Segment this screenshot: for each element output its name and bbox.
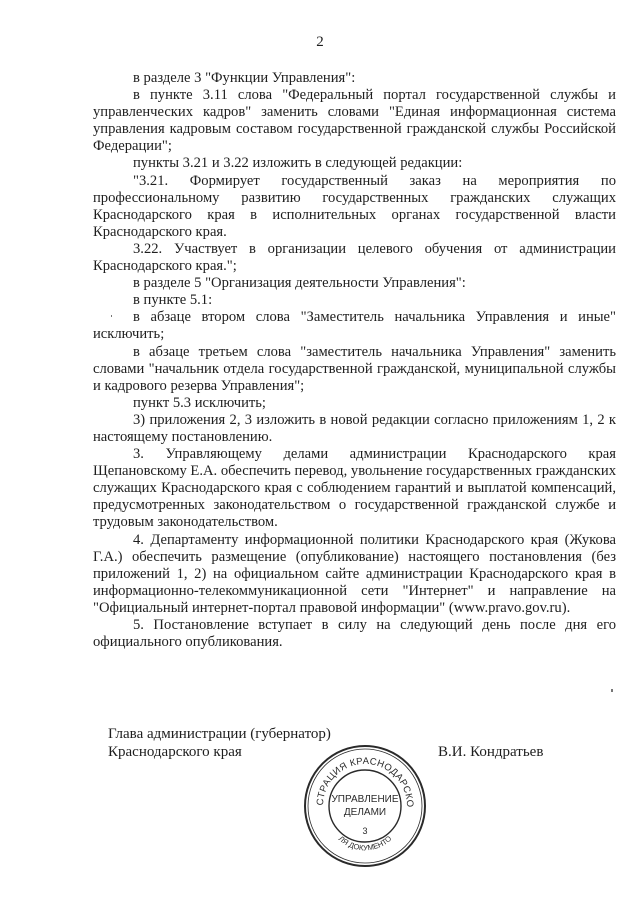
stamp-bottom-text: ЛЯ ДОКУМЕНТО (336, 833, 394, 853)
paragraph: 4. Департаменту информационной политики Краснодарского края (Жукова Г.А.) обеспечить размещение (опубликование) настоящего постановления (без приложений 1, 2) на официальном сайте администрации Краснодарского края в информационно-телекоммуникационной сети "Интернет" и направление на "Официальный интернет-портал правовой информации" (www.pravo.gov.ru). (93, 531, 616, 616)
paragraph: пункты 3.21 и 3.22 изложить в следующей редакции: (133, 155, 463, 172)
scan-speck (111, 315, 112, 317)
document-body (93, 70, 616, 651)
stamp-center-line: УПРАВЛЕНИЕ (331, 794, 399, 805)
paragraph: 3.22. Участвует в организации целевого обучения от администрации Краснодарского края."; (93, 240, 616, 275)
signatory-title-line: Глава администрации (губернатор) (108, 726, 331, 742)
paragraph: в пункте 3.11 слова "Федеральный портал государственной службы и управленческих кадров" заменить словами "Единая информационная система управления кадровым составом государственной гражданской службы Российской Федерации"; (93, 87, 616, 155)
paragraph: в пункте 5.1: (133, 292, 213, 309)
page-number: 2 (316, 34, 324, 50)
paragraph: в разделе 3 "Функции Управления": (133, 70, 356, 86)
signatory-title-line: Краснодарского края (108, 744, 242, 760)
stamp-outer-text: СТРАЦИЯ КРАСНОДАРСКО (314, 755, 416, 808)
paragraph: 3) приложения 2, 3 изложить в новой редакции согласно приложениям 1, 2 к настоящему постановлению. (93, 411, 616, 445)
paragraph: пункт 5.3 исключить; (133, 394, 266, 411)
stamp-number: 3 (362, 826, 368, 836)
paragraph: 5. Постановление вступает в силу на следующий день после дня его официального опубликования. (93, 617, 616, 651)
official-stamp (301, 742, 429, 870)
stamp-seal-graphic (301, 742, 429, 870)
signatory-name: В.И. Кондратьев (438, 744, 544, 760)
paragraph: в абзаце втором слова "Заместитель начальника Управления и иные" исключить; (93, 309, 616, 343)
paragraph: 3. Управляющему делами администрации Краснодарского края Щепановскому Е.А. обеспечить перевод, увольнение государственных гражданских служащих Краснодарского края с соблюдением гарантий и выплатой компенсаций, предусмотренных законодательством о государственной гражданской службе и трудовым законодательством. (93, 446, 616, 531)
paragraph: в разделе 5 "Организация деятельности Управления": (133, 275, 466, 292)
stamp-center-line: ДЕЛАМИ (343, 807, 387, 818)
paragraph: "3.21. Формирует государственный заказ на мероприятия по профессиональному развитию государственных гражданских служащих Краснодарского края в исполнительных органах государственной власти Краснодарского края. (93, 172, 616, 240)
paragraph: в абзаце третьем слова "заместитель начальника Управления" заменить словами "начальник отдела государственной гражданской, муниципальной службы и кадрового резерва Управления"; (93, 343, 616, 394)
scan-speck (611, 689, 613, 692)
